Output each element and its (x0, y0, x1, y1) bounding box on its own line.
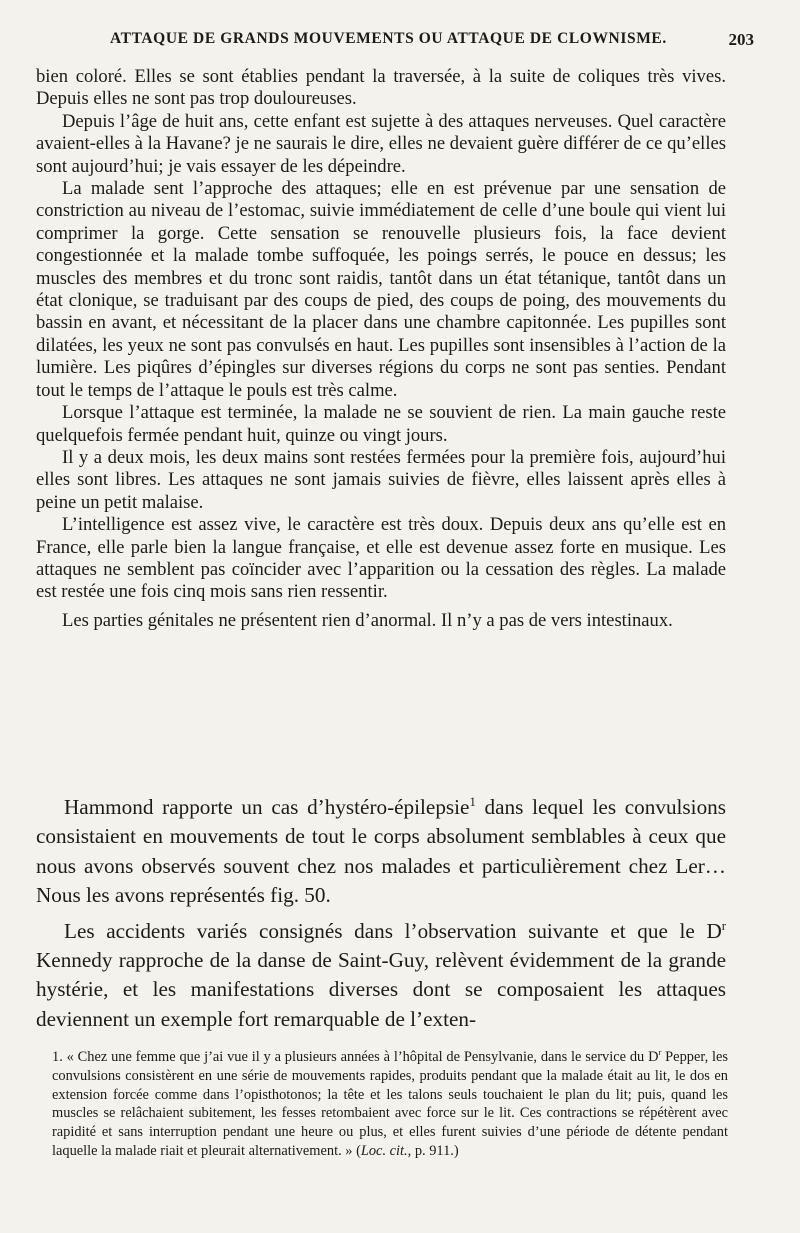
obs-paragraph: Il y a deux mois, les deux mains sont restées fermées pour la première fois, aujourd’hui elles sont libres. Les attaques ne sont jamais suivies de fièvre, elles laissent après elles à peine un petit malaise. (36, 446, 726, 513)
text-span: Pepper, les convulsions consistèrent en une série de mouvements rapides, produits pendant que la malade était au lit, le dos en extension forcée comme dans l’opisthotonos; la tête et les talons seuls touchaient le plan du lit; puis, quand les muscles se relâchaient subitement, les fesses retombaient avec force sur le lit. Ces contractions se répétèrent avec rapidité et sans interruption pendant une heure ou plus, et elles furent suivies d’une période de détente pendant laquelle la malade riait et pleurait alternativement. » ( (52, 1049, 728, 1159)
footnote (52, 1048, 728, 1161)
text-span: Kennedy rapproche de la danse de Saint-Guy, relèvent évidemment de la grande hystérie, et les manifestations diverses dont se composaient les attaques deviennent un exemple fort remarquable de l’exten- (36, 948, 726, 1031)
main-text (36, 793, 726, 1034)
observation-text (36, 66, 726, 632)
running-head (40, 30, 760, 56)
text-span: dans lequel les convulsions consistaient en mouvements de tout le corps absolument semblables à ceux que nous avons observés souvent chez nos malades et particulièrement chez Ler… Nous les avons représentés fig. 50. (36, 795, 726, 908)
text-span: 1. « Chez une femme que j’ai vue il y a plusieurs années à l’hôpital de Pensylvanie, dans le service du D (52, 1049, 659, 1065)
footnote-ref[interactable]: 1 (469, 794, 476, 809)
running-head-title: ATTAQUE DE GRANDS MOUVEMENTS OU ATTAQUE DE CLOWNISME. (110, 30, 667, 47)
text-span: Hammond rapporte un cas d’hystéro-épilepsie (64, 795, 470, 819)
text-span: Les accidents variés consignés dans l’observation suivante et que le D (64, 918, 722, 943)
obs-paragraph: La malade sent l’approche des attaques; elle en est prévenue par une sensation de constriction au niveau de l’estomac, suivie immédiatement de celle d’une boule qui vient lui comprimer la gorge. Cette sensation se renouvelle plusieurs fois, la face devient congestionnée et la malade tombe suffoquée, les poings serrés, le pouce en dessus; les muscles des membres et du tronc sont raidis, tantôt dans un état tétanique, tantôt dans un état clonique, se traduisant par des coups de pied, des coups de poing, des mouvements du bassin en avant, et nécessitant de la placer dans une chambre capitonnée. Les pupilles sont dilatées, les yeux ne sont pas convulsés en haut. Les pupilles sont insensibles à l’action de la lumière. Les piqûres d’épingles sur diverses régions du corps ne sont pas senties. Pendant tout le temps de l’attaque le pouls est très calme. (36, 178, 726, 401)
superscript: r (721, 918, 726, 933)
obs-paragraph: Depuis l’âge de huit ans, cette enfant est sujette à des attaques nerveuses. Quel caractère avaient-elles à la Havane? je ne saurais le dire, elles ne devaient guère différer de ce qu’elles sont aujourd’hui; je vais essayer de les dépeindre. (36, 110, 726, 177)
main-paragraph-hammond (36, 793, 726, 911)
obs-paragraph: L’intelligence est assez vive, le caractère est très doux. Depuis deux ans qu’elle est en France, elle parle bien la langue française, et elle est devenue assez forte en musique. Les attaques ne semblent pas coïncider avec l’apparition ou la cessation des règles. La malade est restée une fois cinq mois sans rien ressentir. (36, 514, 726, 603)
obs-paragraph: bien coloré. Elles se sont établies pendant la traversée, à la suite de coliques très vives. Depuis elles ne sont pas trop douloureuses. (36, 66, 726, 110)
main-paragraph-kennedy (36, 917, 726, 1035)
obs-paragraph: Les parties génitales ne présentent rien d’anormal. Il n’y a pas de vers intestinaux. (62, 609, 673, 631)
text-span: , p. 911.) (407, 1142, 459, 1159)
page-number: 203 (728, 30, 754, 49)
footnote-text (52, 1048, 728, 1161)
superscript: r (658, 1047, 662, 1058)
obs-paragraph: Lorsque l’attaque est terminée, la malade ne se souvient de rien. La main gauche reste quelquefois fermée pendant huit, quinze ou vingt jours. (36, 402, 726, 446)
citation: Loc. cit. (360, 1142, 408, 1159)
